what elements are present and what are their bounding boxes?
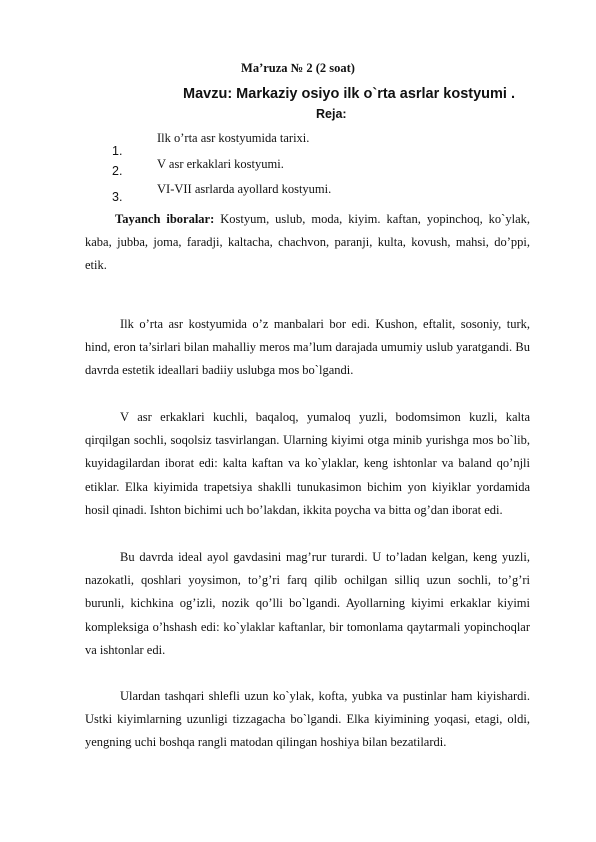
plan-item	[0, 157, 596, 177]
keywords-label: Tayanch iboralar:	[115, 212, 215, 226]
plan-item-number: 1.	[112, 144, 123, 158]
body-paragraph: Ulardan tashqari shlefli uzun ko`ylak, kofta, yubka va pustinlar ham kiyishardi. Ustki kiyimlarning uzunligi tizzagacha bo`lgandi. Elka kiyimining yoqasi, etagi, oldi, yengning uchi boshqa rangli matodan qilingan hoshiya bilan bezatilardi.	[85, 689, 530, 750]
body-paragraph: Ilk o’rta asr kostyumida o’z manbalari bor edi. Kushon, eftalit, sosoniy, turk, hind, eron ta’sirlari bilan mahalliy meros ma’lum darajada umumiy uslub yaratgandi. Bu davrda estetik ideallari badiiy uslubga mos bo`lgandi.	[85, 317, 530, 378]
plan-title: Reja:	[316, 107, 347, 121]
plan-item-text: VI-VII asrlarda ayollard kostyumi.	[157, 182, 332, 196]
plan-item	[0, 182, 596, 202]
keywords-list: Kostyum, uslub, moda, kiyim. kaftan, yopinchoq, ko`ylak, kaba, jubba, joma, faradji, kaltacha, chachvon, paranji, kulta, kovush, mahsi, do’ppi, etik.	[85, 212, 530, 273]
plan-item-number: 2.	[112, 164, 123, 178]
plan-item-text: V asr erkaklari kostyumi.	[157, 157, 284, 171]
keywords-paragraph	[85, 208, 530, 278]
body-paragraph: Bu davrda ideal ayol gavdasini mag’rur turardi. U to’ladan kelgan, keng yuzli, nazokatli, qoshlari yoysimon, to’g’ri farq qilib ochilgan silliq uzun sochli, to’g’ri burunli, kichkina og’izli, nozik qo’lli bo`lgandi. Ayollarning kiyimi erkaklar kiyimi kompleksiga o’hshash edi: ko`ylaklar kaftanlar, bir tomonlama qaytarmali yopinchoqlar va ishtonlar edi.	[85, 550, 530, 657]
plan-item-number: 3.	[112, 190, 123, 204]
topic-title: Mavzu: Markaziy osiyo ilk o`rta asrlar kostyumi .	[183, 86, 516, 102]
body-paragraph: V asr erkaklari kuchli, baqaloq, yumaloq yuzli, bodomsimon kuzli, kalta qirqilgan sochli, soqolsiz tasvirlangan. Ularning kiyimi otga minib yurishga mos bo`lib, kuyidagilardan iborat edi: kalta kaftan va ko`ylaklar, keng ishtonlar va baland qo’njli etiklar. Elka kiyimida trapetsiya shaklli tunukasimon bichim yon kiyiklar yordamida hosil qinadi. Ishton bichimi uch bo’lakdan, ikkita poycha va bitta og’dan iborat edi.	[85, 410, 530, 517]
lecture-number: Ma’ruza № 2 (2 soat)	[241, 61, 355, 75]
plan-item-text: Ilk o’rta asr kostyumida tarixi.	[157, 131, 310, 145]
plan-item	[0, 131, 596, 158]
